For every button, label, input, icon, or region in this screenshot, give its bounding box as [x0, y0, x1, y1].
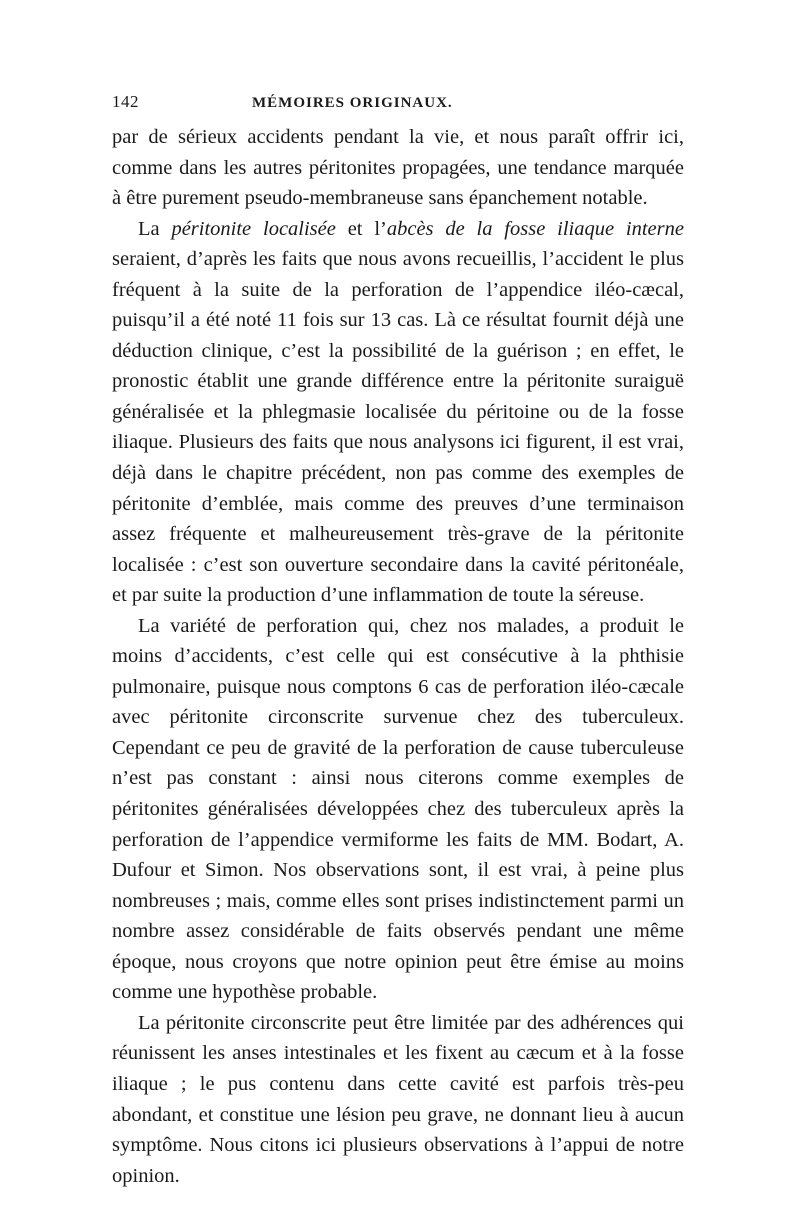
- text-segment: et l’: [335, 217, 387, 240]
- paragraph-3: [112, 611, 684, 1008]
- text-segment: seraient, d’après les faits que nous avons recueillis, l’accident le plus fréquent à la suite de la perforation de l’appendice iléo-cæcal, puisqu’il a été noté 11 fois sur 13 cas. Là ce résultat fournit déjà une déduction clinique, c’est la possibilité de la guérison ; en effet, le pronostic établit une grande différence entre la péritonite suraiguë généralisée et la phlegmasie localisée du péritoine ou de la fosse iliaque. Plusieurs des faits que nous analysons ici figurent, il est vrai, déjà dans le chapitre précédent, non pas comme des exemples de péritonite d’emblée, mais comme des preuves d’une terminaison assez fréquente et malheureusement très-grave de la péritonite localisée : c’est son ouverture secondaire dans la cavité péritonéale, et par suite la production d’une inflammation de toute la séreuse.: [112, 248, 684, 607]
- italic-term: péritonite localisée: [171, 217, 336, 240]
- text-segment: par de sérieux accidents pendant la vie, et nous paraît offrir ici, comme dans les autres péritonites propagées, une tendance marquée à être purement pseudo-membraneuse sans épanchement notable.: [112, 126, 684, 210]
- italic-term: abcès de la fosse iliaque interne: [386, 217, 684, 240]
- text-segment: La péritonite circonscrite peut être limitée par des adhérences qui réunissent les anses intestinales et les fixent au cæcum et à la fosse iliaque ; le pus contenu dans cette cavité est parfois très-peu abondant, et constitue une lésion peu grave, ne donnant lieu à aucun symptôme. Nous citons ici plusieurs observations à l’appui de notre opinion.: [112, 1011, 684, 1187]
- body-text: [112, 122, 684, 1191]
- text-segment: La: [138, 217, 172, 240]
- paragraph-4: [112, 1008, 684, 1191]
- running-head: MÉMOIRES ORIGINAUX.: [252, 95, 453, 111]
- paragraph-1: [112, 122, 684, 214]
- paragraph-2: [112, 214, 684, 611]
- page-header: [112, 92, 684, 122]
- page-number: 142: [112, 92, 139, 111]
- text-segment: La variété de perforation qui, chez nos malades, a produit le moins d’accidents, c’est celle qui est consécutive à la phthisie pulmonaire, puisque nous comptons 6 cas de perforation iléo-cæcale avec péritonite circonscrite survenue chez des tuberculeux. Cependant ce peu de gravité de la perforation de cause tuberculeuse n’est pas constant : ainsi nous citerons comme exemples de péritonites généralisées développées chez des tuberculeux après la perforation de l’appendice vermiforme les faits de MM. Bodart, A. Dufour et Simon. Nos observations sont, il est vrai, à peine plus nombreuses ; mais, comme elles sont prises indistinctement parmi un nombre assez considérable de faits observés pendant une même époque, nous croyons que notre opinion peut être émise au moins comme une hypothèse probable.: [112, 614, 684, 1004]
- book-page: [112, 92, 684, 1191]
